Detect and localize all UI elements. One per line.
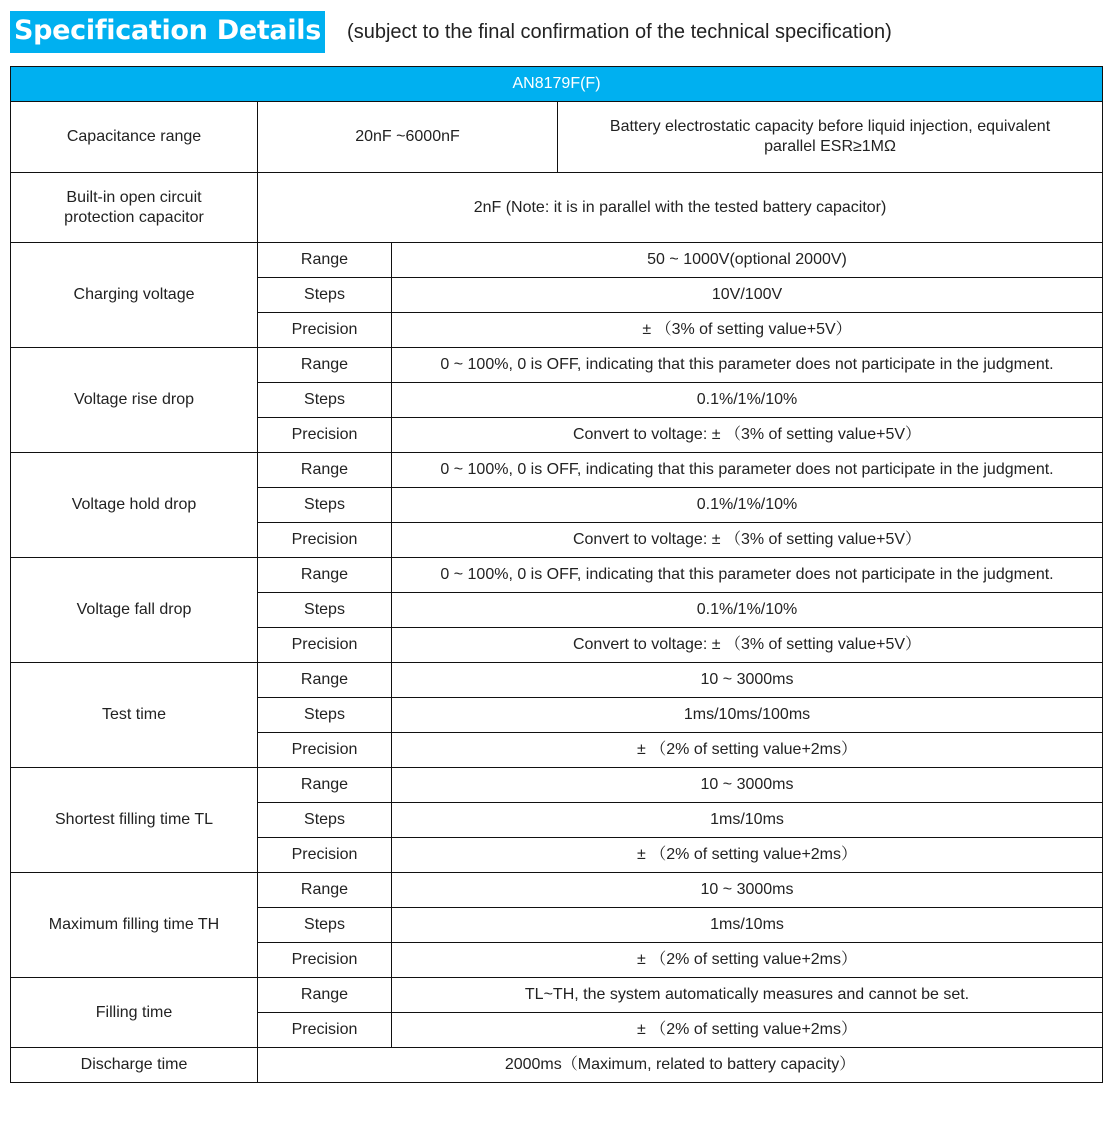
page-header xyxy=(10,11,892,53)
group-label: Maximum filling time TH xyxy=(11,873,258,978)
sub-label: Range xyxy=(258,558,392,593)
group-label: Voltage hold drop xyxy=(11,453,258,558)
sub-label: Precision xyxy=(258,943,392,978)
spec-table xyxy=(10,66,1103,1083)
sub-label: Precision xyxy=(258,418,392,453)
group-label: Voltage rise drop xyxy=(11,348,258,453)
table-row xyxy=(11,873,1103,908)
sub-value: 10V/100V xyxy=(392,278,1103,313)
sub-label: Steps xyxy=(258,593,392,628)
page-subtitle: (subject to the final confirmation of the technical specification) xyxy=(347,20,892,43)
sub-value: 10 ~ 3000ms xyxy=(392,768,1103,803)
sub-label: Range xyxy=(258,873,392,908)
sub-value: ± （2% of setting value+2ms） xyxy=(392,1013,1103,1048)
group-label: Filling time xyxy=(11,978,258,1048)
table-row xyxy=(11,558,1103,593)
sub-label: Precision xyxy=(258,838,392,873)
sub-label: Precision xyxy=(258,313,392,348)
capacitance-label: Capacitance range xyxy=(11,102,258,173)
table-row xyxy=(11,978,1103,1013)
capacitance-value: 20nF ~6000nF xyxy=(258,102,558,173)
capacitance-note xyxy=(558,102,1103,173)
model-name: AN8179F(F) xyxy=(11,67,1103,102)
sub-label: Steps xyxy=(258,488,392,523)
page-title: Specification Details xyxy=(10,11,325,53)
sub-label: Precision xyxy=(258,733,392,768)
sub-label: Precision xyxy=(258,628,392,663)
table-row xyxy=(11,453,1103,488)
sub-value: 0.1%/1%/10% xyxy=(392,383,1103,418)
sub-label: Steps xyxy=(258,278,392,313)
sub-value: ± （2% of setting value+2ms） xyxy=(392,838,1103,873)
table-row xyxy=(11,768,1103,803)
sub-value: 0 ~ 100%, 0 is OFF, indicating that this parameter does not participate in the judgment. xyxy=(392,348,1103,383)
sub-value: 50 ~ 1000V(optional 2000V) xyxy=(392,243,1103,278)
group-label: Voltage fall drop xyxy=(11,558,258,663)
discharge-label: Discharge time xyxy=(11,1048,258,1083)
sub-label: Range xyxy=(258,243,392,278)
sub-label: Precision xyxy=(258,1013,392,1048)
protection-label xyxy=(11,173,258,243)
table-row xyxy=(11,663,1103,698)
sub-value: TL~TH, the system automatically measures and cannot be set. xyxy=(392,978,1103,1013)
discharge-value: 2000ms（Maximum, related to battery capacity） xyxy=(258,1048,1103,1083)
sub-value: 1ms/10ms/100ms xyxy=(392,698,1103,733)
protection-value: 2nF (Note: it is in parallel with the tested battery capacitor) xyxy=(258,173,1103,243)
capacitance-note-line2: parallel ESR≥1MΩ xyxy=(764,138,896,155)
sub-value: 1ms/10ms xyxy=(392,908,1103,943)
table-header-row xyxy=(11,67,1103,102)
sub-value: 0.1%/1%/10% xyxy=(392,488,1103,523)
table-row xyxy=(11,243,1103,278)
table-row xyxy=(11,1048,1103,1083)
sub-label: Steps xyxy=(258,908,392,943)
protection-label-line2: protection capacitor xyxy=(64,208,204,226)
group-label: Test time xyxy=(11,663,258,768)
sub-value: ± （2% of setting value+2ms） xyxy=(392,943,1103,978)
table-row xyxy=(11,173,1103,243)
sub-label: Steps xyxy=(258,383,392,418)
sub-label: Precision xyxy=(258,523,392,558)
group-label: Charging voltage xyxy=(11,243,258,348)
sub-value: Convert to voltage: ± （3% of setting value+5V） xyxy=(392,523,1103,558)
sub-label: Steps xyxy=(258,698,392,733)
sub-label: Range xyxy=(258,348,392,383)
table-row xyxy=(11,348,1103,383)
sub-value: ± （2% of setting value+2ms） xyxy=(392,733,1103,768)
protection-label-line1: Built-in open circuit xyxy=(66,188,202,206)
sub-value: Convert to voltage: ± （3% of setting value+5V） xyxy=(392,628,1103,663)
table-row xyxy=(11,102,1103,173)
sub-value: 10 ~ 3000ms xyxy=(392,873,1103,908)
sub-label: Steps xyxy=(258,803,392,838)
sub-value: ± （3% of setting value+5V） xyxy=(392,313,1103,348)
sub-value: 0 ~ 100%, 0 is OFF, indicating that this parameter does not participate in the judgment. xyxy=(392,453,1103,488)
group-label: Shortest filling time TL xyxy=(11,768,258,873)
sub-label: Range xyxy=(258,453,392,488)
sub-label: Range xyxy=(258,978,392,1013)
sub-value: Convert to voltage: ± （3% of setting value+5V） xyxy=(392,418,1103,453)
sub-value: 0.1%/1%/10% xyxy=(392,593,1103,628)
capacitance-note-line1: Battery electrostatic capacity before liquid injection, equivalent xyxy=(609,118,1051,135)
sub-label: Range xyxy=(258,663,392,698)
sub-label: Range xyxy=(258,768,392,803)
sub-value: 0 ~ 100%, 0 is OFF, indicating that this parameter does not participate in the judgment. xyxy=(392,558,1103,593)
sub-value: 1ms/10ms xyxy=(392,803,1103,838)
sub-value: 10 ~ 3000ms xyxy=(392,663,1103,698)
